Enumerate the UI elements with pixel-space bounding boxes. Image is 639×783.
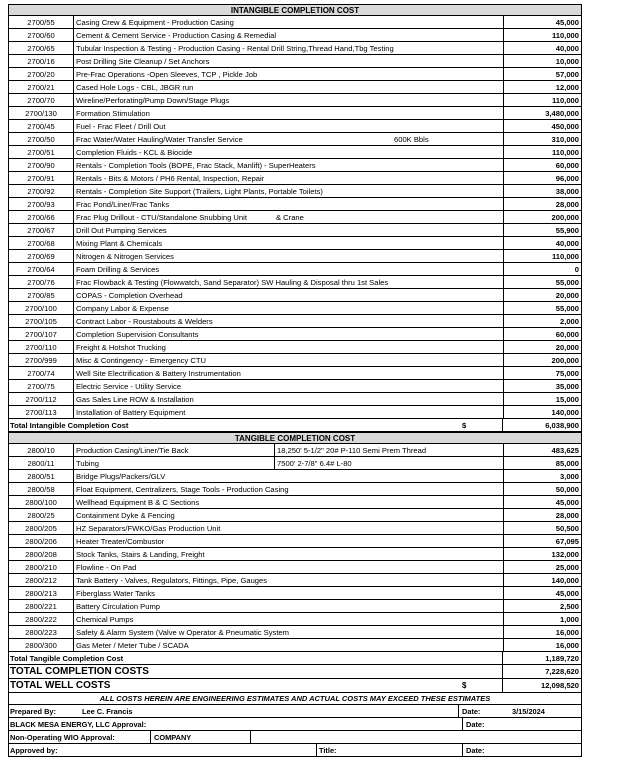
disclaimer: ALL COSTS HEREIN ARE ENGINEERING ESTIMATES AND ACTUAL COSTS MAY EXCEED THESE ESTIMATES — [8, 693, 582, 705]
cost-description — [74, 133, 503, 145]
description-text: Containment Dyke & Fencing — [76, 511, 175, 520]
cost-code: 2800/210 — [8, 561, 74, 573]
intangible-row — [8, 276, 582, 289]
cost-code: 2800/11 — [8, 457, 74, 469]
description-text: Float Equipment, Centralizers, Stage Tools - Production Casing — [76, 485, 289, 494]
cost-code: 2800/206 — [8, 535, 74, 547]
tangible-row — [8, 600, 582, 613]
tangible-row — [8, 587, 582, 600]
cost-description — [74, 483, 503, 495]
intangible-total-row — [8, 419, 582, 432]
cost-code: 2700/74 — [8, 367, 74, 379]
description-text: Misc & Contingency - Emergency CTU — [76, 356, 206, 365]
operator-approval-label: BLACK MESA ENERGY, LLC Approval: — [10, 720, 147, 729]
description-text: Safety & Alarm System (Valve w Operator & Pneumatic System — [76, 628, 289, 637]
cost-code: 2700/107 — [8, 328, 74, 340]
cost-description — [74, 367, 503, 379]
cost-amount: 25,000 — [503, 561, 582, 573]
description-text: Drill Out Pumping Services — [76, 226, 167, 235]
cost-amount: 200,000 — [503, 354, 582, 366]
company-field[interactable] — [250, 731, 581, 743]
description-text: Fiberglass Water Tanks — [76, 589, 155, 598]
intangible-row — [8, 263, 582, 276]
cost-amount: 75,000 — [503, 367, 582, 379]
tangible-row — [8, 613, 582, 626]
description-text: Post Drilling Site Cleanup / Set Anchors — [76, 57, 210, 66]
cost-amount: 110,000 — [503, 250, 582, 262]
description-text: Completion Fluids - KCL & Biocide — [76, 148, 193, 157]
description-text: Tubing — [74, 457, 275, 469]
cost-description — [74, 328, 503, 340]
cost-code: 2700/75 — [8, 380, 74, 392]
tangible-row — [8, 496, 582, 509]
cost-description — [74, 639, 503, 651]
prepared-row — [8, 705, 582, 718]
cost-amount: 45,000 — [503, 587, 582, 599]
description-note: & Crane — [276, 213, 304, 222]
cost-code: 2700/999 — [8, 354, 74, 366]
prepared-date[interactable]: 3/15/2024 — [512, 707, 545, 716]
description-text: Rentals - Completion Site Support (Trailers, Light Plants, Portable Toilets) — [76, 187, 323, 196]
description-text: Production Casing/Liner/Tie Back — [74, 444, 275, 456]
cost-amount: 50,000 — [503, 483, 582, 495]
description-text: Stock Tanks, Stairs & Landing, Freight — [76, 550, 205, 559]
intangible-row — [8, 185, 582, 198]
description-text: Wellhead Equipment B & C Sections — [76, 498, 200, 507]
cost-amount: 0 — [503, 263, 582, 275]
cost-amount: 20,000 — [503, 341, 582, 353]
tangible-row — [8, 444, 582, 457]
description-text: Chemical Pumps — [76, 615, 134, 624]
approved-date-label: Date: — [462, 744, 508, 756]
cost-code: 2700/91 — [8, 172, 74, 184]
intangible-row — [8, 55, 582, 68]
cost-code: 2800/58 — [8, 483, 74, 495]
total-well-symbol: $ — [462, 681, 467, 690]
cost-amount: 132,000 — [503, 548, 582, 560]
description-text: Company Labor & Expense — [76, 304, 169, 313]
description-text: Cement & Cement Service - Production Casing & Remedial — [76, 31, 277, 40]
tangible-row — [8, 535, 582, 548]
description-text: Pre-Frac Operations -Open Sleeves, TCP , Pickle Job — [76, 70, 258, 79]
cost-amount: 40,000 — [503, 42, 582, 54]
intangible-total-amount: 6,038,900 — [502, 419, 581, 431]
cost-code: 2700/68 — [8, 237, 74, 249]
cost-code: 2700/55 — [8, 16, 74, 28]
cost-description — [74, 626, 503, 638]
cost-description — [74, 276, 503, 288]
tangible-row — [8, 548, 582, 561]
cost-description — [74, 263, 503, 275]
description-text: COPAS - Completion Overhead — [76, 291, 183, 300]
description-text: Fuel - Frac Fleet / Drill Out — [76, 122, 166, 131]
tangible-row — [8, 574, 582, 587]
cost-amount: 140,000 — [503, 406, 582, 418]
cost-description — [74, 315, 503, 327]
cost-amount: 200,000 — [503, 211, 582, 223]
cost-code: 2700/76 — [8, 276, 74, 288]
description-text: Frac Pond/Liner/Frac Tanks — [76, 200, 170, 209]
description-text: Rentals - Completion Tools (BOPE, Frac Stack, Manlift) - SuperHeaters — [76, 161, 316, 170]
tangible-row — [8, 470, 582, 483]
tangible-row — [8, 639, 582, 652]
cost-description — [74, 68, 503, 80]
cost-description — [74, 561, 503, 573]
intangible-row — [8, 328, 582, 341]
cost-code: 2800/25 — [8, 509, 74, 521]
approved-by-label: Approved by: — [10, 746, 58, 755]
cost-amount: 1,000 — [503, 613, 582, 625]
cost-description — [74, 406, 503, 418]
description-text: Rentals - Bits & Motors / PH6 Rental, Inspection, Repair — [76, 174, 265, 183]
intangible-row — [8, 120, 582, 133]
cost-code: 2800/221 — [8, 600, 74, 612]
description-text: Electric Service - Utility Service — [76, 382, 182, 391]
description-text: Heater Treater/Combustor — [76, 537, 165, 546]
intangible-row — [8, 146, 582, 159]
cost-description — [74, 457, 503, 469]
afe-cost-sheet — [8, 4, 582, 757]
intangible-row — [8, 198, 582, 211]
intangible-row — [8, 250, 582, 263]
cost-description — [74, 302, 503, 314]
cost-code: 2800/300 — [8, 639, 74, 651]
description-detail: 7500' 2-7/8" 6.4# L-80 — [277, 459, 352, 468]
cost-code: 2800/51 — [8, 470, 74, 482]
tangible-total-amount: 1,189,720 — [502, 652, 581, 664]
cost-description — [74, 159, 503, 171]
intangible-row — [8, 94, 582, 107]
wio-approval-label: Non-Operating WIO Approval: — [10, 733, 115, 742]
cost-description — [74, 146, 503, 158]
cost-code: 2700/16 — [8, 55, 74, 67]
description-note: 600K Bbls — [394, 135, 429, 144]
description-text: Contract Labor - Roustabouts & Welders — [76, 317, 213, 326]
cost-amount: 55,000 — [503, 302, 582, 314]
cost-description — [74, 198, 503, 210]
description-text: Installation of Battery Equipment — [76, 408, 186, 417]
cost-description — [74, 55, 503, 67]
total-well-label: TOTAL WELL COSTS — [10, 680, 111, 691]
intangible-header: INTANGIBLE COMPLETION COST — [8, 4, 582, 16]
cost-amount: 67,095 — [503, 535, 582, 547]
tangible-row — [8, 626, 582, 639]
cost-code: 2700/113 — [8, 406, 74, 418]
title-label: Title: — [316, 744, 462, 756]
wio-approval-row — [8, 731, 582, 744]
cost-amount: 2,000 — [503, 315, 582, 327]
cost-code: 2700/105 — [8, 315, 74, 327]
cost-description — [74, 548, 503, 560]
intangible-row — [8, 29, 582, 42]
cost-amount: 45,000 — [503, 16, 582, 28]
intangible-row — [8, 68, 582, 81]
cost-description — [74, 289, 503, 301]
cost-amount: 55,900 — [503, 224, 582, 236]
cost-amount: 20,000 — [503, 289, 582, 301]
intangible-row — [8, 172, 582, 185]
cost-description — [74, 587, 503, 599]
cost-code: 2700/92 — [8, 185, 74, 197]
cost-description — [74, 380, 503, 392]
cost-code: 2800/205 — [8, 522, 74, 534]
cost-code: 2700/130 — [8, 107, 74, 119]
cost-code: 2800/222 — [8, 613, 74, 625]
cost-code: 2800/213 — [8, 587, 74, 599]
intangible-row — [8, 224, 582, 237]
intangible-row — [8, 81, 582, 94]
prepared-label: Prepared By: — [10, 707, 57, 716]
intangible-row — [8, 406, 582, 419]
total-completion-row — [8, 665, 582, 679]
cost-amount: 3,480,000 — [503, 107, 582, 119]
cost-description — [74, 250, 503, 262]
cost-amount: 450,000 — [503, 120, 582, 132]
cost-amount: 55,000 — [503, 276, 582, 288]
description-text: Tubular Inspection & Testing - Production Casing - Rental Drill String,Thread Hand,Tbg Testing — [76, 44, 394, 53]
tangible-total-row — [8, 652, 582, 665]
description-text: Gas Meter / Meter Tube / SCADA — [76, 641, 189, 650]
intangible-row — [8, 159, 582, 172]
cost-amount: 110,000 — [503, 94, 582, 106]
total-well-amount: 12,098,520 — [502, 679, 581, 692]
cost-description — [74, 393, 503, 405]
description-text: Flowline - On Pad — [76, 563, 137, 572]
cost-amount: 57,000 — [503, 68, 582, 80]
cost-amount: 38,000 — [503, 185, 582, 197]
cost-amount: 2,500 — [503, 600, 582, 612]
cost-description — [74, 172, 503, 184]
intangible-row — [8, 315, 582, 328]
total-well-row — [8, 679, 582, 693]
cost-amount: 110,000 — [503, 146, 582, 158]
cost-description — [74, 354, 503, 366]
cost-amount: 50,500 — [503, 522, 582, 534]
prepared-name[interactable]: Lee C. Francis — [82, 707, 133, 716]
cost-code: 2700/93 — [8, 198, 74, 210]
cost-amount: 28,000 — [503, 198, 582, 210]
cost-code: 2700/50 — [8, 133, 74, 145]
cost-amount: 60,000 — [503, 328, 582, 340]
cost-description — [74, 185, 503, 197]
operator-approval-row — [8, 718, 582, 731]
cost-amount: 96,000 — [503, 172, 582, 184]
intangible-row — [8, 237, 582, 250]
cost-code: 2700/90 — [8, 159, 74, 171]
intangible-row — [8, 380, 582, 393]
cost-description — [74, 496, 503, 508]
cost-description — [74, 94, 503, 106]
tangible-rows — [8, 444, 582, 652]
company-label: COMPANY — [150, 731, 250, 743]
description-text: HZ Separators/FWKO/Gas Production Unit — [76, 524, 221, 533]
description-detail: 18,250' 5-1/2" 20# P-110 Semi Prem Thread — [277, 446, 427, 455]
cost-description — [74, 522, 503, 534]
cost-description — [74, 341, 503, 353]
cost-amount: 35,000 — [503, 380, 582, 392]
description-text: Tank Battery - Valves, Regulators, Fittings, Pipe, Gauges — [76, 576, 268, 585]
description-text: Freight & Hotshot Trucking — [76, 343, 166, 352]
tangible-total-label: Total Tangible Completion Cost — [10, 654, 124, 663]
cost-description — [74, 237, 503, 249]
cost-code: 2800/100 — [8, 496, 74, 508]
cost-code: 2700/60 — [8, 29, 74, 41]
intangible-row — [8, 211, 582, 224]
intangible-rows — [8, 16, 582, 419]
approved-date-field[interactable] — [508, 744, 516, 756]
cost-description — [74, 470, 503, 482]
description-text: Frac Flowback & Testing (Flowwatch, Sand Separator) SW Hauling & Disposal thru 1st Sales — [76, 278, 389, 287]
description-text: Completion Supervision Consultants — [76, 330, 199, 339]
intangible-row — [8, 107, 582, 120]
cost-code: 2700/67 — [8, 224, 74, 236]
cost-amount: 28,000 — [503, 509, 582, 521]
intangible-total-label: Total Intangible Completion Cost — [10, 421, 129, 430]
tangible-row — [8, 483, 582, 496]
intangible-row — [8, 367, 582, 380]
operator-date-field[interactable] — [508, 718, 516, 730]
cost-amount: 12,000 — [503, 81, 582, 93]
description-text: Gas Sales Line ROW & Installation — [76, 395, 194, 404]
intangible-row — [8, 133, 582, 146]
cost-description — [74, 574, 503, 586]
cost-code: 2800/208 — [8, 548, 74, 560]
cost-code: 2700/100 — [8, 302, 74, 314]
cost-description — [74, 535, 503, 547]
cost-code: 2700/21 — [8, 81, 74, 93]
cost-code: 2700/110 — [8, 341, 74, 353]
description-text: Bridge Plugs/Packers/GLV — [76, 472, 166, 481]
description-text: Casing Crew & Equipment - Production Casing — [76, 18, 234, 27]
intangible-row — [8, 354, 582, 367]
description-text: Cased Hole Logs - CBL, JBGR run — [76, 83, 194, 92]
total-completion-label: TOTAL COMPLETION COSTS — [10, 666, 149, 677]
cost-code: 2700/69 — [8, 250, 74, 262]
cost-description — [74, 81, 503, 93]
cost-code: 2700/66 — [8, 211, 74, 223]
tangible-row — [8, 561, 582, 574]
operator-date-label: Date: — [462, 718, 508, 730]
cost-code: 2700/85 — [8, 289, 74, 301]
cost-code: 2800/223 — [8, 626, 74, 638]
cost-description — [74, 211, 503, 223]
cost-amount: 40,000 — [503, 237, 582, 249]
tangible-row — [8, 522, 582, 535]
intangible-row — [8, 393, 582, 406]
cost-description — [74, 509, 503, 521]
cost-amount: 16,000 — [503, 626, 582, 638]
intangible-row — [8, 42, 582, 55]
total-completion-amount: 7,228,620 — [502, 665, 581, 678]
cost-code: 2700/65 — [8, 42, 74, 54]
description-text: Nitrogen & Nitrogen Services — [76, 252, 174, 261]
cost-amount: 15,000 — [503, 393, 582, 405]
cost-description — [74, 224, 503, 236]
cost-amount: 3,000 — [503, 470, 582, 482]
cost-description — [74, 29, 503, 41]
cost-description — [74, 120, 503, 132]
cost-code: 2700/45 — [8, 120, 74, 132]
cost-amount: 45,000 — [503, 496, 582, 508]
cost-amount: 140,000 — [503, 574, 582, 586]
cost-description — [74, 613, 503, 625]
description-text: Foam Drilling & Services — [76, 265, 160, 274]
cost-code: 2700/112 — [8, 393, 74, 405]
cost-amount: 110,000 — [503, 29, 582, 41]
description-text: Formation Stimulation — [76, 109, 150, 118]
description-text: Wireline/Perforating/Pump Down/Stage Plugs — [76, 96, 230, 105]
cost-code: 2800/212 — [8, 574, 74, 586]
intangible-row — [8, 341, 582, 354]
cost-amount: 60,000 — [503, 159, 582, 171]
description-text: Frac Plug Drillout - CTU/Standalone Snubbing Unit — [76, 213, 247, 222]
cost-code: 2700/20 — [8, 68, 74, 80]
cost-amount: 310,000 — [503, 133, 582, 145]
tangible-header: TANGIBLE COMPLETION COST — [8, 432, 582, 444]
cost-code: 2700/64 — [8, 263, 74, 275]
intangible-row — [8, 289, 582, 302]
cost-description — [74, 42, 503, 54]
intangible-row — [8, 16, 582, 29]
cost-code: 2700/51 — [8, 146, 74, 158]
approved-by-row — [8, 744, 582, 757]
cost-amount: 10,000 — [503, 55, 582, 67]
cost-code: 2700/70 — [8, 94, 74, 106]
intangible-row — [8, 302, 582, 315]
cost-description — [74, 107, 503, 119]
cost-amount: 16,000 — [503, 639, 582, 651]
description-text: Frac Water/Water Hauling/Water Transfer Service — [76, 135, 243, 144]
description-text: Mixing Plant & Chemicals — [76, 239, 163, 248]
prepared-date-label: Date: — [458, 705, 504, 717]
tangible-row — [8, 509, 582, 522]
cost-description — [74, 16, 503, 28]
intangible-total-symbol: $ — [462, 421, 467, 430]
description-text: Well Site Electrification & Battery Instrumentation — [76, 369, 241, 378]
cost-code: 2800/10 — [8, 444, 74, 456]
description-text: Battery Circulation Pump — [76, 602, 160, 611]
cost-description — [74, 444, 503, 456]
tangible-row — [8, 457, 582, 470]
cost-amount: 483,625 — [503, 444, 582, 456]
cost-description — [74, 600, 503, 612]
cost-amount: 85,000 — [503, 457, 582, 469]
